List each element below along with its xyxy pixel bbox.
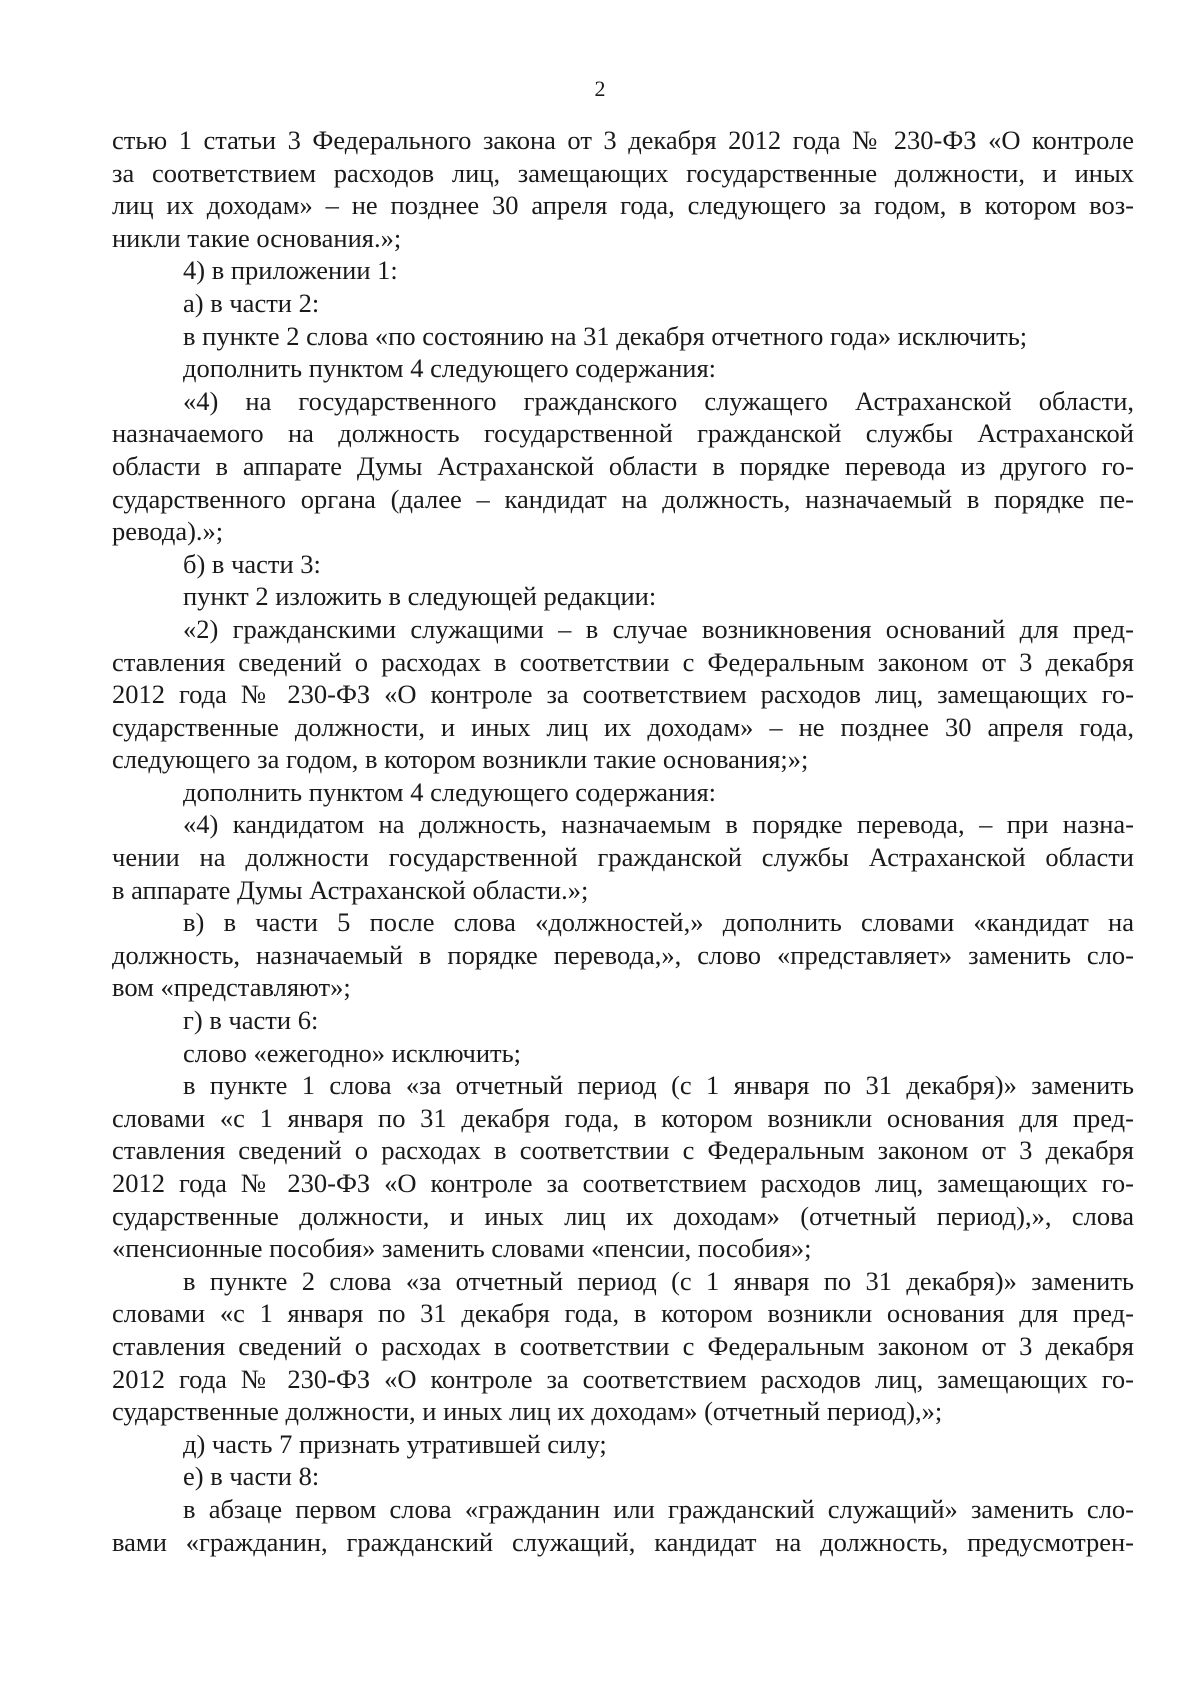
text-line: «4) кандидатом на должность, назначаемым в порядке перевода, – при назна- xyxy=(183,809,1134,840)
document-body xyxy=(112,124,1134,1558)
text-line: сударственные должности, и иных лиц их доходам» (отчетный период),»; xyxy=(112,1396,943,1427)
text-line: 2012 года № 230-ФЗ «О контроле за соответствием расходов лиц, замещающих го- xyxy=(112,1363,1134,1394)
text-line: за соответствием расходов лиц, замещающих государственные должности, и иных xyxy=(112,157,1134,188)
text-line: «пенсионные пособия» заменить словами «пенсии, пособия»; xyxy=(112,1233,812,1264)
text-line: сударственные должности, и иных лиц их доходам» – не позднее 30 апреля года, xyxy=(112,711,1134,742)
text-line: в пункте 1 слова «за отчетный период (с 1 января по 31 декабря)» заменить xyxy=(183,1070,1134,1101)
text-line: вами «гражданин, гражданский служащий, кандидат на должность, предусмотрен- xyxy=(112,1526,1134,1557)
text-line: чении на должности государственной гражданской службы Астраханской области xyxy=(112,842,1134,873)
page-number: 2 xyxy=(594,76,606,101)
text-line: словами «с 1 января по 31 декабря года, в котором возникли основания для пред- xyxy=(112,1102,1134,1133)
text-line: области в аппарате Думы Астраханской области в порядке перевода из другого го- xyxy=(112,450,1134,481)
text-line: ставления сведений о расходах в соответствии с Федеральным законом от 3 декабря xyxy=(112,1330,1134,1361)
text-line: словами «с 1 января по 31 декабря года, в котором возникли основания для пред- xyxy=(112,1298,1134,1329)
text-line: а) в части 2: xyxy=(183,287,320,318)
text-line: в) в части 5 после слова «должностей,» дополнить словами «кандидат на xyxy=(183,907,1134,938)
text-line: д) часть 7 признать утратившей силу; xyxy=(183,1428,607,1459)
text-line: должность, назначаемый в порядке перевода,», слово «представляет» заменить сло- xyxy=(112,939,1134,970)
text-line: 2012 года № 230-ФЗ «О контроле за соответствием расходов лиц, замещающих го- xyxy=(112,679,1134,710)
text-line: стью 1 статьи 3 Федерального закона от 3 декабря 2012 года № 230-ФЗ «О контроле xyxy=(112,125,1134,155)
text-line: «4) на государственного гражданского служащего Астраханской области, xyxy=(183,385,1134,416)
text-line: 2012 года № 230-ФЗ «О контроле за соответствием расходов лиц, замещающих го- xyxy=(112,1168,1134,1198)
text-line: дополнить пунктом 4 следующего содержания: xyxy=(183,776,716,807)
text-line: сударственные должности, и иных лиц их доходам» (отчетный период),», слова xyxy=(112,1200,1134,1231)
text-line: в аппарате Думы Астраханской области.»; xyxy=(112,874,589,905)
text-line: в пункте 2 слова «за отчетный период (с 1 января по 31 декабря)» заменить xyxy=(183,1265,1134,1296)
text-line: в пункте 2 слова «по состоянию на 31 декабря отчетного года» исключить; xyxy=(183,320,1028,351)
text-line: вом «представляют»; xyxy=(112,972,351,1003)
text-line: дополнить пунктом 4 следующего содержания: xyxy=(183,353,716,384)
text-line: ставления сведений о расходах в соответствии с Федеральным законом от 3 декабря xyxy=(112,646,1134,677)
text-line: лиц их доходам» – не позднее 30 апреля года, следующего за годом, в котором воз- xyxy=(112,190,1134,221)
text-line: назначаемого на должность государственной гражданской службы Астраханской xyxy=(112,418,1134,449)
text-line: пункт 2 изложить в следующей редакции: xyxy=(183,581,657,612)
text-line: слово «ежегодно» исключить; xyxy=(183,1037,522,1068)
text-line: в абзаце первом слова «гражданин или гражданский служащий» заменить сло- xyxy=(183,1493,1134,1524)
text-line: следующего за годом, в котором возникли такие основания;»; xyxy=(112,744,809,775)
text-line: никли такие основания.»; xyxy=(112,222,402,253)
text-line: ревода).»; xyxy=(112,516,224,547)
text-line: «2) гражданскими служащими – в случае возникновения оснований для пред- xyxy=(183,613,1134,644)
text-line: 4) в приложении 1: xyxy=(183,255,398,286)
text-line: ставления сведений о расходах в соответствии с Федеральным законом от 3 декабря xyxy=(112,1135,1134,1166)
text-line: сударственного органа (далее – кандидат на должность, назначаемый в порядке пе- xyxy=(112,483,1134,514)
text-line: г) в части 6: xyxy=(183,1005,319,1036)
text-line: б) в части 3: xyxy=(183,548,321,579)
text-line: е) в части 8: xyxy=(183,1461,320,1492)
